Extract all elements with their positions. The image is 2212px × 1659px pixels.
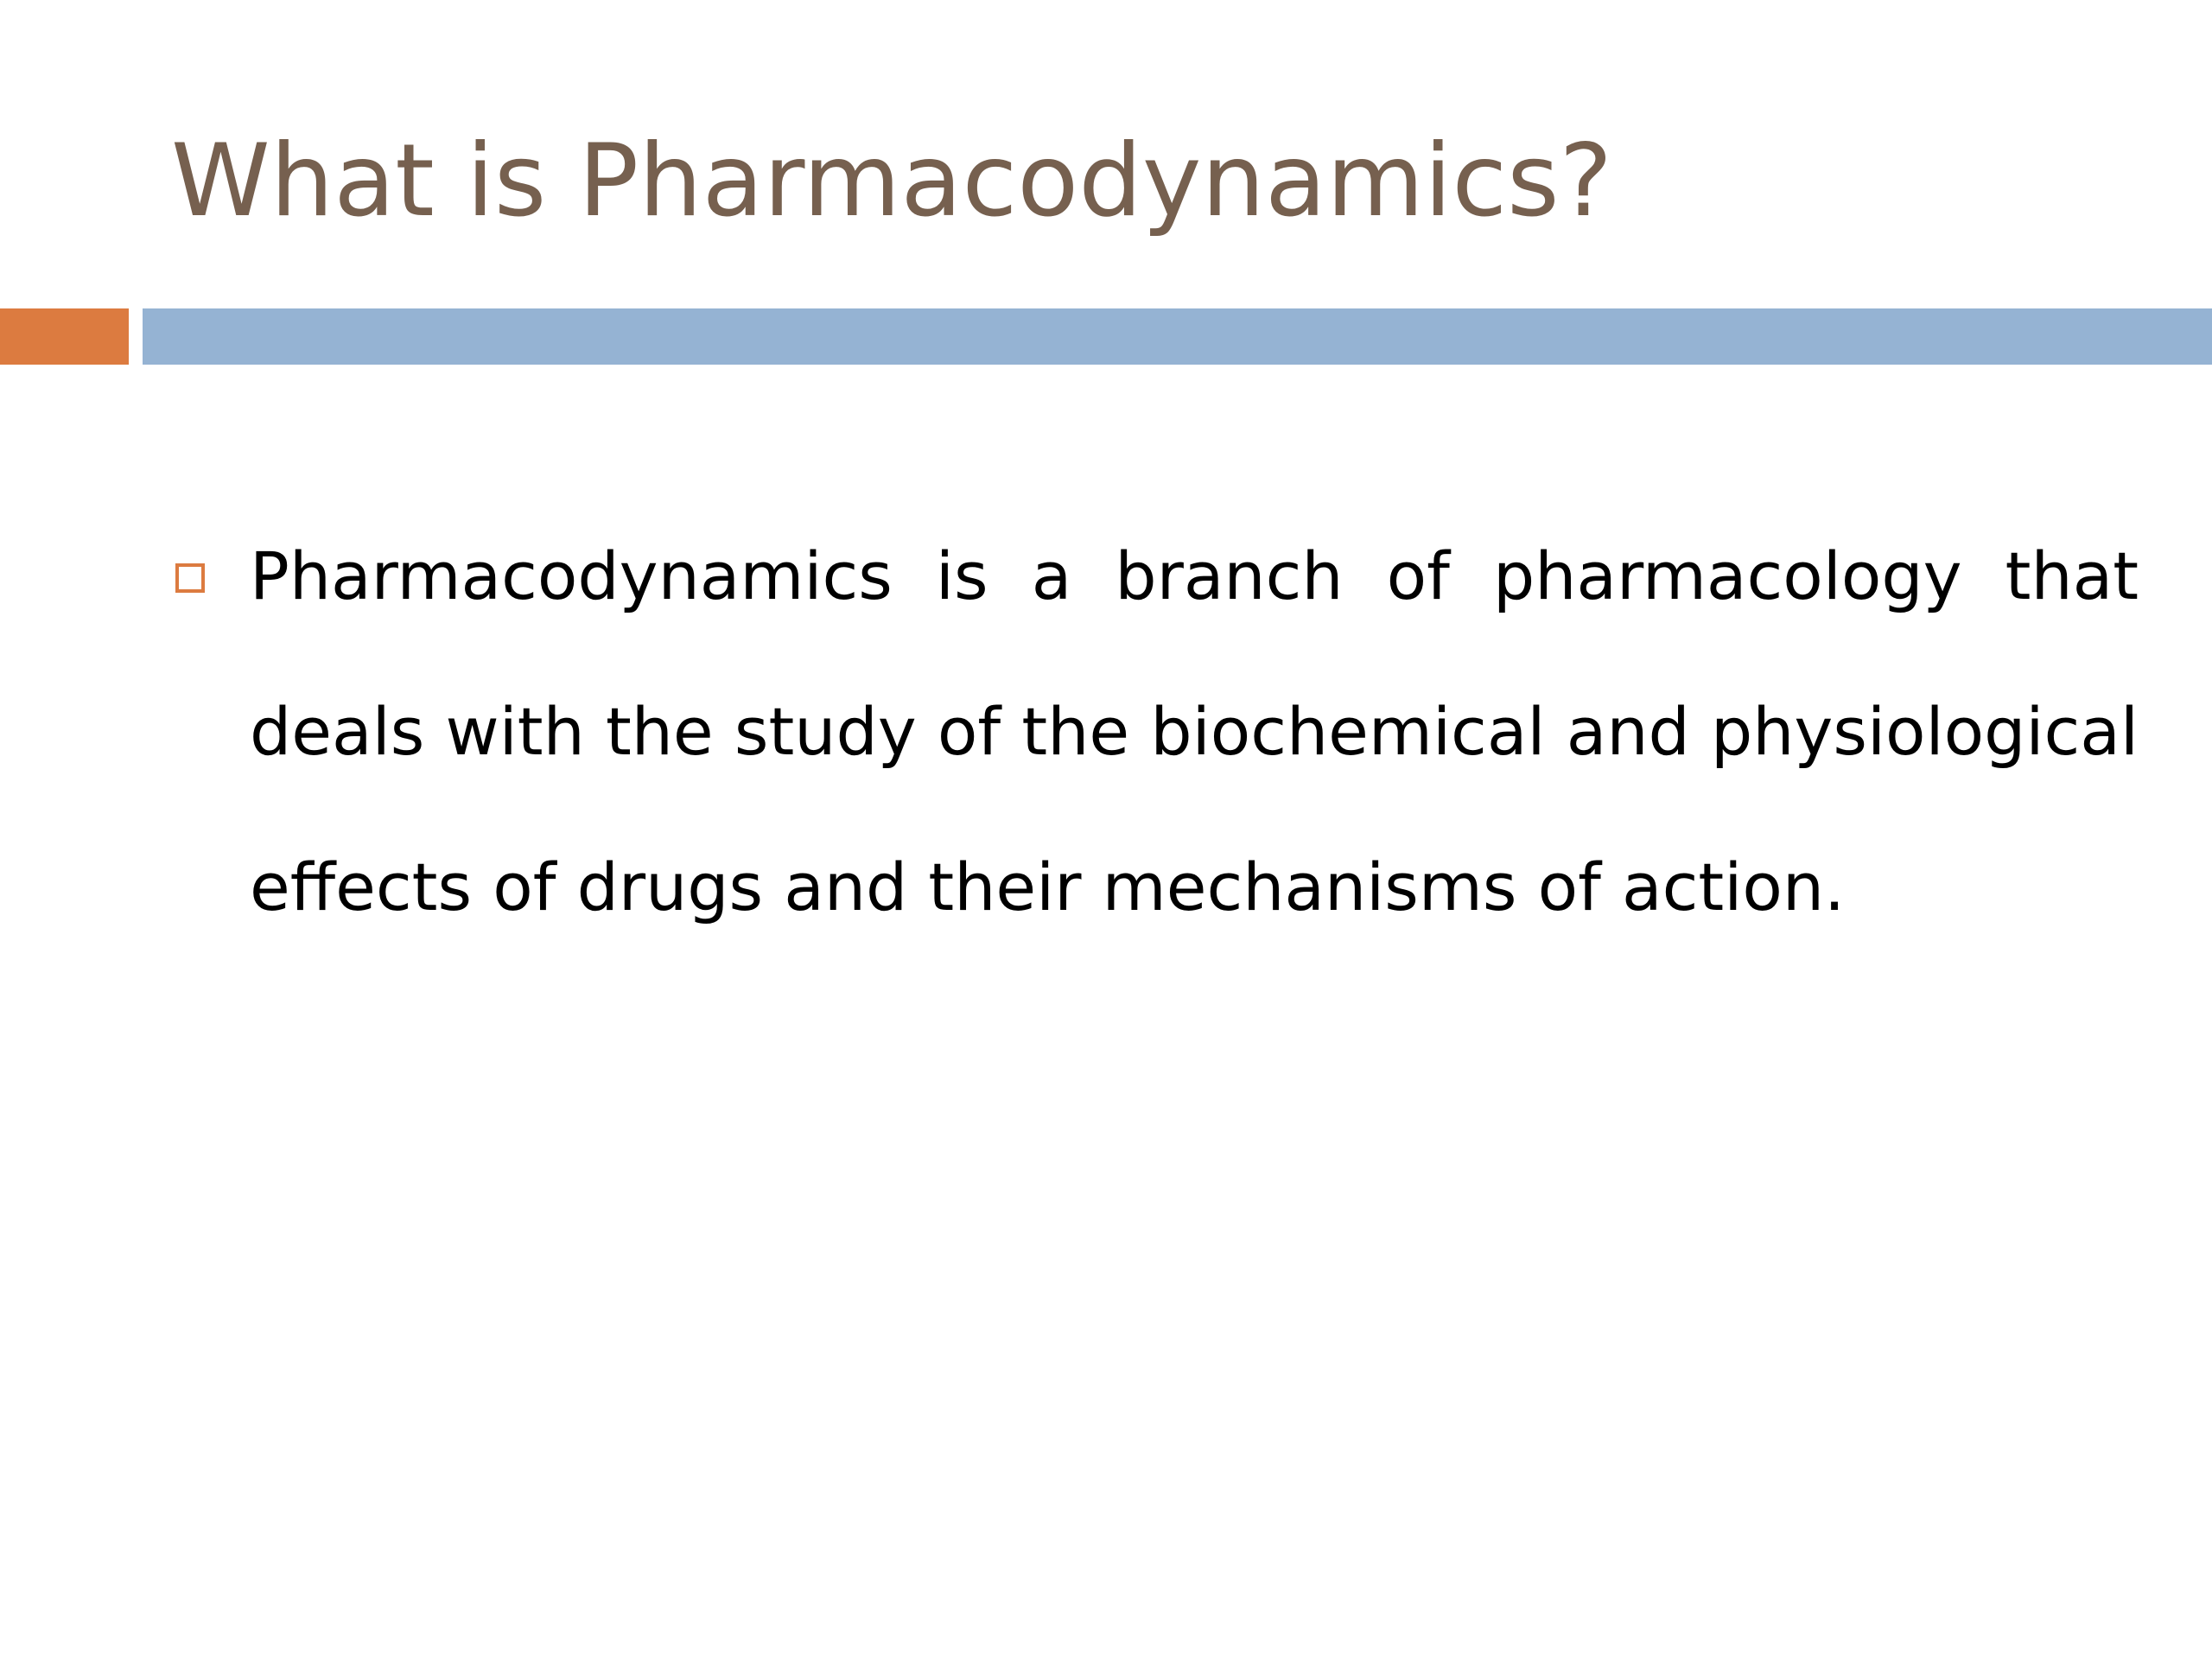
- accent-bar: [0, 308, 129, 365]
- bullet-text: Pharmacodynamics is a branch of pharmacology that deals with the study of the biochemical and physiological effects of drugs and their mechanisms of action.: [250, 537, 2139, 925]
- title-rule-bar: [143, 308, 2212, 365]
- slide-title: What is Pharmacodynamics?: [171, 123, 1613, 239]
- hollow-square-bullet-icon: [175, 563, 205, 593]
